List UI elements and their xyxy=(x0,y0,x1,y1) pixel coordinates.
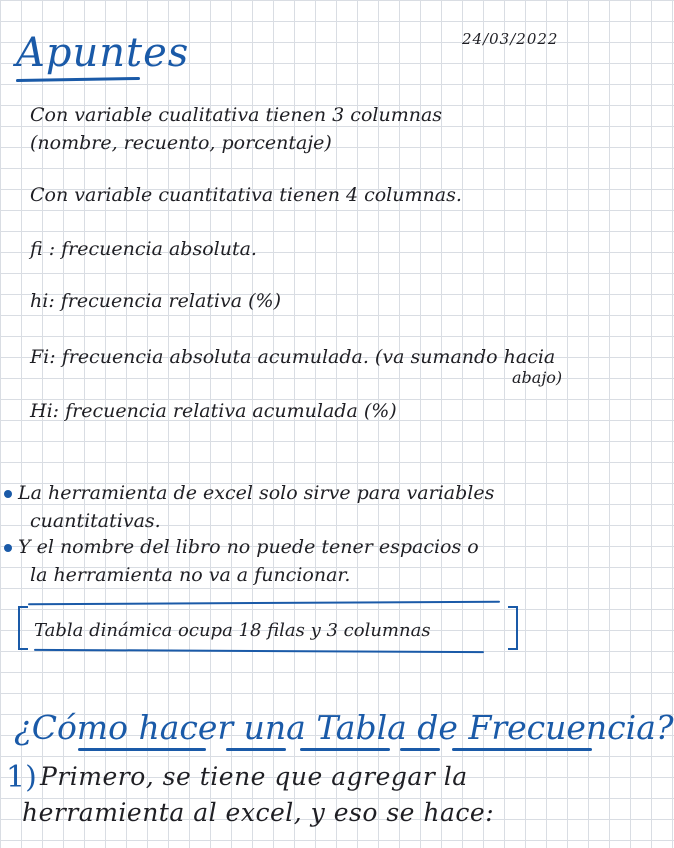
note-line-1: Con variable cualitativa tienen 3 columnas xyxy=(30,104,443,126)
step-number: 1) xyxy=(6,760,37,795)
date: 24/03/2022 xyxy=(462,30,559,48)
heading-underline xyxy=(78,748,206,751)
definition-hi: hi: frecuencia relativa (%) xyxy=(30,290,281,312)
definition-fi: fi : frecuencia absoluta. xyxy=(30,238,257,260)
heading-underline xyxy=(452,748,592,751)
bullet-icon xyxy=(4,490,12,498)
definition-Fi-continued: abajo) xyxy=(512,368,563,387)
heading-underline xyxy=(226,748,286,751)
page-title: Apuntes xyxy=(16,30,190,76)
bullet-1-line-1: La herramienta de excel solo sirve para variables xyxy=(18,482,495,504)
step-1-line-1: Primero, se tiene que agregar la xyxy=(40,762,468,791)
heading-underline xyxy=(300,748,390,751)
heading-underline xyxy=(400,748,440,751)
title-underline xyxy=(16,77,140,82)
bullet-2-line-2: la herramienta no va a funcionar. xyxy=(30,564,351,586)
highlight-box-text: Tabla dinámica ocupa 18 filas y 3 columnas xyxy=(34,620,431,641)
step-1-line-2: herramienta al excel, y eso se hace: xyxy=(22,798,495,827)
definition-Fi: Fi: frecuencia absoluta acumulada. (va sumando hacia xyxy=(30,346,556,368)
bullet-1-line-2: cuantitativas. xyxy=(30,510,161,532)
note-line-3: Con variable cuantitativa tienen 4 columnas. xyxy=(30,184,462,206)
section-heading: ¿Cómo hacer una Tabla de Frecuencia? xyxy=(14,708,674,747)
bullet-2-line-1: Y el nombre del libro no puede tener espacios o xyxy=(18,536,479,558)
definition-Hi: Hi: frecuencia relativa acumulada (%) xyxy=(30,400,397,422)
note-line-2: (nombre, recuento, porcentaje) xyxy=(30,132,332,154)
bullet-icon xyxy=(4,544,12,552)
